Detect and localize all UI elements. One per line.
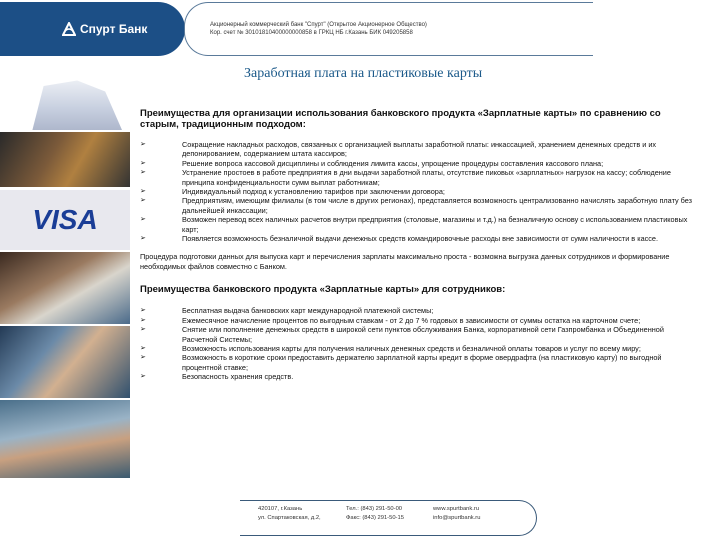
phone: Тел.: (843) 291-50-00 <box>346 506 403 512</box>
list-item-text: Снятие или пополнение денежных средств в широкой сети пунктов обслуживания Банка, корпоративной сети Газпромбанка и Объединенной Расчетной Системы; <box>182 325 664 344</box>
list-item-text: Решение вопроса кассовой дисциплины и соблюдения лимита кассы, упрощение процедуры составления кассового плана; <box>182 158 604 168</box>
list-item <box>140 316 700 325</box>
list-item <box>140 159 700 168</box>
list-item <box>140 344 700 353</box>
page-title: Заработная плата на пластиковые карты <box>244 66 483 81</box>
list-item <box>140 372 700 381</box>
list-item-text: Появляется возможность безналичной выдачи денежных средств командировочные расходы вне зависимости от сумм наличности в кассе. <box>182 234 659 244</box>
list-item-text: Безопасность хранения средств. <box>182 372 294 382</box>
list-item <box>140 306 700 315</box>
email-link[interactable]: info@spurtbank.ru <box>433 515 481 521</box>
arrow-bullet-icon: ➢ <box>140 326 146 334</box>
list-item-text: Бесплатная выдача банковских карт международной платежной системы; <box>182 306 434 316</box>
arrow-bullet-icon: ➢ <box>140 216 146 224</box>
bank-details-line: Кор. счет № 30101810400000000858 в ГРКЦ НБ г.Казань БИК 049205858 <box>210 30 413 36</box>
list-item <box>140 168 700 187</box>
list-item-text: Ежемесячное начисление процентов по выгодным ставкам - от 2 до 7 % годовых в зависимости от суммы остатка на карточном счете; <box>182 315 641 325</box>
arrow-bullet-icon: ➢ <box>140 197 146 205</box>
arrow-bullet-icon: ➢ <box>140 316 146 324</box>
bank-details-line: Акционерный коммерческий банк "Спурт" (Открытое Акционерное Общество) <box>210 22 427 28</box>
arrow-bullet-icon: ➢ <box>140 344 146 352</box>
visa-logo: VISA <box>32 204 98 235</box>
list-item-text: Сокращение накладных расходов, связанных с организацией выплаты заработной платы: инкассацией, хранением денежных средств и их депонированием, содержанием штата кассиров; <box>182 140 657 159</box>
list-item-text: Устранение простоев в работе предприятия в дни выдачи заработной платы, отсутствие пиковых «зарплатных» нагрузок на кассу; соблюдение принципа конфиденциальности сумм выплат работникам; <box>182 168 671 187</box>
footer-phones <box>346 505 404 523</box>
list-item-text: Возможен перевод всех наличных расчетов внутри предприятия (столовые, магазины и т.д.) на безналичную основу с использованием пластиковых карт; <box>182 215 688 234</box>
fax: Факс: (843) 291-50-15 <box>346 515 404 521</box>
list-item <box>140 234 700 243</box>
arrow-bullet-icon: ➢ <box>140 159 146 167</box>
bank-name: Спурт Банк <box>80 22 148 36</box>
arrow-bullet-icon: ➢ <box>140 169 146 177</box>
address-line: ул. Спартаковская, д.2, <box>258 515 321 521</box>
visa-card-image <box>0 190 130 250</box>
list-item-text: Предприятиям, имеющим филиалы (в том числе в других регионах), представляется возможность централизованно начислять заработную плату без дальнейшей инкассации; <box>182 196 693 215</box>
logo-banner <box>0 2 185 56</box>
list-item <box>140 325 700 344</box>
bank-logo-icon <box>62 22 76 36</box>
bank-logo[interactable] <box>62 22 147 36</box>
bank-details <box>210 21 427 37</box>
list-item-text: Индивидуальный подход к установлению тарифов при заключении договора; <box>182 187 445 197</box>
list-item-text: Возможность в короткие сроки предоставить держателю зарплатной карты кредит в форме овердрафта (на пластиковую карту) по выгодной процентной ставке; <box>182 353 662 372</box>
list-item <box>140 187 700 196</box>
procedure-note: Процедура подготовки данных для выпуска карт и перечисления зарплаты максимально проста - возможна выгрузка данных сотрудников и формирование необходимых файлов совместно с Банком. <box>140 252 670 271</box>
arrow-bullet-icon: ➢ <box>140 141 146 148</box>
money-hand-image <box>0 252 130 324</box>
section-heading: Преимущества банковского продукта «Зарплатные карты» для сотрудников: <box>140 284 506 296</box>
website-link[interactable]: www.spurtbank.ru <box>433 506 480 512</box>
arrow-bullet-icon: ➢ <box>140 354 146 362</box>
list-item-text: Возможность использования карты для получения наличных денежных средств и безналичной оплаты товаров и услуг по всему миру; <box>182 343 641 353</box>
cards-image <box>0 132 130 187</box>
arrow-bullet-icon: ➢ <box>140 307 146 315</box>
bank-building-image <box>10 75 122 130</box>
section-heading: Преимущества для организации использования банковского продукта «Зарплатные карты» по сравнению со старым, традиционным подходом: <box>140 108 661 130</box>
arrow-bullet-icon: ➢ <box>140 235 146 243</box>
atm-image <box>0 400 130 478</box>
arrow-bullet-icon: ➢ <box>140 188 146 196</box>
list-item <box>140 215 700 234</box>
footer-contacts <box>433 505 480 523</box>
address-line: 420107, г.Казань <box>258 506 303 512</box>
section-organization <box>140 108 700 382</box>
arrow-bullet-icon: ➢ <box>140 373 146 381</box>
list-item <box>140 353 700 372</box>
card-hand-image <box>0 326 130 398</box>
list-item <box>140 196 700 215</box>
list-item <box>140 140 700 159</box>
footer-address <box>258 505 321 523</box>
